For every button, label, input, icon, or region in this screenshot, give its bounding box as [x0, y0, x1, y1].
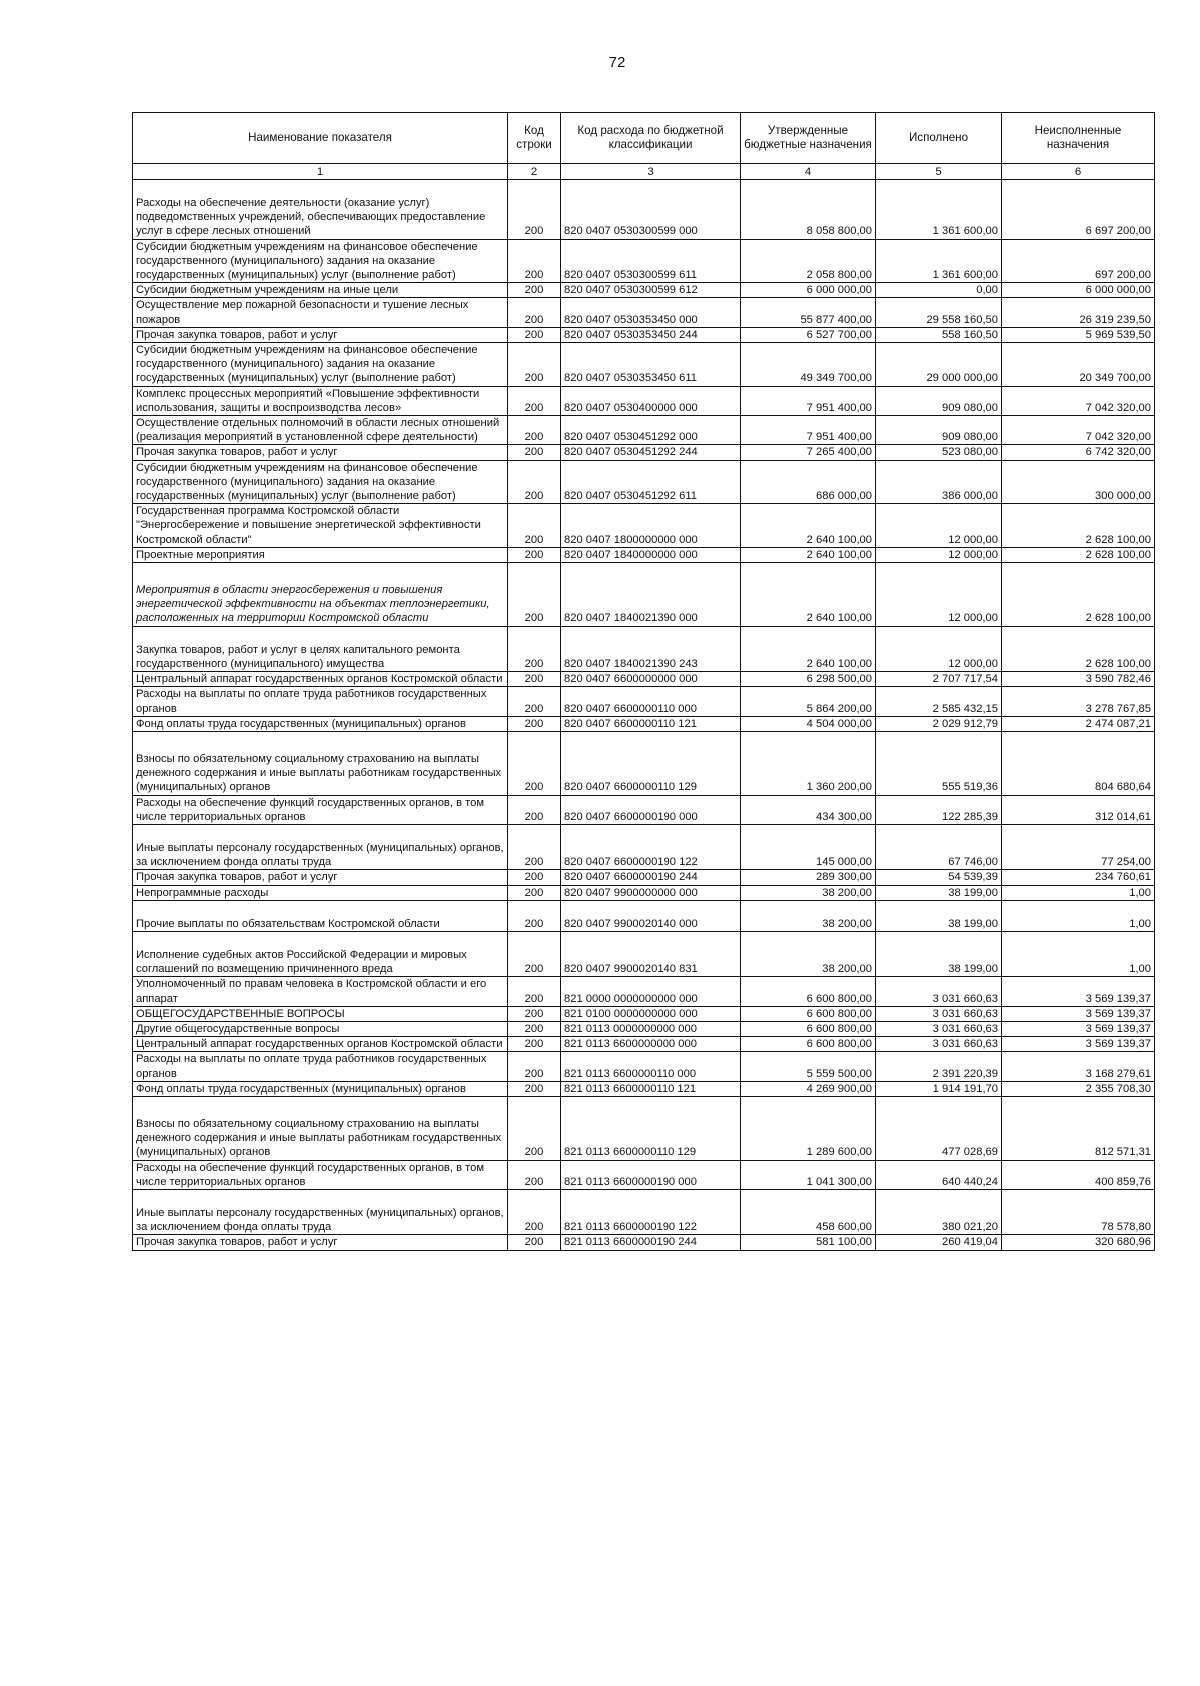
budget-code-cell: 820 0407 0530451292 611 — [561, 460, 741, 504]
unexecuted-amount-cell: 812 571,31 — [1002, 1096, 1155, 1160]
table-row — [133, 1189, 1155, 1234]
table-row — [133, 885, 1155, 900]
budget-execution-table — [132, 112, 1155, 1251]
table-row — [133, 180, 1155, 240]
line-code-cell: 200 — [508, 824, 561, 869]
table-row — [133, 1021, 1155, 1036]
executed-amount-cell: 640 440,24 — [876, 1160, 1002, 1189]
table-row — [133, 1037, 1155, 1052]
executed-amount-cell: 0,00 — [876, 283, 1002, 298]
line-code-cell: 200 — [508, 1006, 561, 1021]
approved-amount-cell: 7 951 400,00 — [741, 386, 876, 415]
table-row — [133, 1081, 1155, 1096]
budget-code-cell: 820 0407 1840000000 000 — [561, 547, 741, 562]
executed-amount-cell: 558 160,50 — [876, 327, 1002, 342]
budget-code-cell: 821 0113 6600000190 244 — [561, 1235, 741, 1250]
approved-amount-cell: 6 600 800,00 — [741, 977, 876, 1006]
table-row — [133, 687, 1155, 716]
executed-amount-cell: 12 000,00 — [876, 547, 1002, 562]
budget-code-cell: 820 0407 6600000190 244 — [561, 870, 741, 885]
unexecuted-amount-cell: 5 969 539,50 — [1002, 327, 1155, 342]
approved-amount-cell: 6 000 000,00 — [741, 283, 876, 298]
indicator-name-cell: Комплекс процессных мероприятий «Повышение эффективности использования, защиты и воспроизводства лесов» — [133, 386, 508, 415]
approved-amount-cell: 6 600 800,00 — [741, 1006, 876, 1021]
indicator-name-cell: Расходы на обеспечение функций государственных органов, в том числе территориальных органов — [133, 1160, 508, 1189]
line-code-cell: 200 — [508, 1189, 561, 1234]
budget-code-cell: 820 0407 6600000000 000 — [561, 672, 741, 687]
approved-amount-cell: 1 289 600,00 — [741, 1096, 876, 1160]
executed-amount-cell: 2 707 717,54 — [876, 672, 1002, 687]
indicator-name-cell: Прочие выплаты по обязательствам Костромской области — [133, 900, 508, 931]
column-number: 4 — [741, 164, 876, 180]
indicator-name-cell: Центральный аппарат государственных органов Костромской области — [133, 1037, 508, 1052]
approved-amount-cell: 2 640 100,00 — [741, 563, 876, 627]
line-code-cell: 200 — [508, 298, 561, 327]
approved-amount-cell: 6 298 500,00 — [741, 672, 876, 687]
line-code-cell: 200 — [508, 1021, 561, 1036]
column-number-row — [133, 164, 1155, 180]
table-row — [133, 716, 1155, 731]
line-code-cell: 200 — [508, 900, 561, 931]
executed-amount-cell: 29 558 160,50 — [876, 298, 1002, 327]
approved-amount-cell: 5 864 200,00 — [741, 687, 876, 716]
executed-amount-cell: 12 000,00 — [876, 626, 1002, 671]
executed-amount-cell: 54 539,39 — [876, 870, 1002, 885]
budget-code-cell: 820 0407 9900020140 000 — [561, 900, 741, 931]
indicator-name-cell: Центральный аппарат государственных органов Костромской области — [133, 672, 508, 687]
budget-code-cell: 821 0113 0000000000 000 — [561, 1021, 741, 1036]
unexecuted-amount-cell: 300 000,00 — [1002, 460, 1155, 504]
budget-code-cell: 820 0407 9900000000 000 — [561, 885, 741, 900]
line-code-cell: 200 — [508, 180, 561, 240]
approved-amount-cell: 289 300,00 — [741, 870, 876, 885]
line-code-cell: 200 — [508, 795, 561, 824]
unexecuted-amount-cell: 3 569 139,37 — [1002, 977, 1155, 1006]
approved-amount-cell: 686 000,00 — [741, 460, 876, 504]
table-row — [133, 239, 1155, 283]
column-number: 3 — [561, 164, 741, 180]
table-row — [133, 795, 1155, 824]
table-row — [133, 343, 1155, 387]
unexecuted-amount-cell: 804 680,64 — [1002, 731, 1155, 795]
line-code-cell: 200 — [508, 239, 561, 283]
unexecuted-amount-cell: 697 200,00 — [1002, 239, 1155, 283]
executed-amount-cell: 122 285,39 — [876, 795, 1002, 824]
approved-amount-cell: 2 640 100,00 — [741, 504, 876, 548]
budget-code-cell: 821 0113 6600000110 129 — [561, 1096, 741, 1160]
unexecuted-amount-cell: 2 355 708,30 — [1002, 1081, 1155, 1096]
table-row — [133, 283, 1155, 298]
line-code-cell: 200 — [508, 460, 561, 504]
budget-code-cell: 820 0407 9900020140 831 — [561, 931, 741, 976]
unexecuted-amount-cell: 312 014,61 — [1002, 795, 1155, 824]
executed-amount-cell: 29 000 000,00 — [876, 343, 1002, 387]
unexecuted-amount-cell: 3 278 767,85 — [1002, 687, 1155, 716]
executed-amount-cell: 3 031 660,63 — [876, 1021, 1002, 1036]
approved-amount-cell: 7 951 400,00 — [741, 416, 876, 445]
unexecuted-amount-cell: 2 628 100,00 — [1002, 563, 1155, 627]
unexecuted-amount-cell: 6 697 200,00 — [1002, 180, 1155, 240]
approved-amount-cell: 145 000,00 — [741, 824, 876, 869]
unexecuted-amount-cell: 1,00 — [1002, 900, 1155, 931]
line-code-cell: 200 — [508, 327, 561, 342]
executed-amount-cell: 2 029 912,79 — [876, 716, 1002, 731]
header-indicator-name: Наименование показателя — [133, 113, 508, 164]
indicator-name-cell: Непрограммные расходы — [133, 885, 508, 900]
executed-amount-cell: 2 391 220,39 — [876, 1052, 1002, 1081]
budget-code-cell: 821 0100 0000000000 000 — [561, 1006, 741, 1021]
unexecuted-amount-cell: 26 319 239,50 — [1002, 298, 1155, 327]
table-row — [133, 1160, 1155, 1189]
indicator-name-cell: Субсидии бюджетным учреждениям на финансовое обеспечение государственного (муниципального) задания на оказание государственных (муниципальных) услуг (выполнение работ) — [133, 343, 508, 387]
approved-amount-cell: 4 269 900,00 — [741, 1081, 876, 1096]
approved-amount-cell: 458 600,00 — [741, 1189, 876, 1234]
approved-amount-cell: 55 877 400,00 — [741, 298, 876, 327]
unexecuted-amount-cell: 78 578,80 — [1002, 1189, 1155, 1234]
table-row — [133, 504, 1155, 548]
executed-amount-cell: 909 080,00 — [876, 386, 1002, 415]
unexecuted-amount-cell: 400 859,76 — [1002, 1160, 1155, 1189]
table-header-row — [133, 113, 1155, 164]
unexecuted-amount-cell: 20 349 700,00 — [1002, 343, 1155, 387]
approved-amount-cell: 38 200,00 — [741, 931, 876, 976]
table-row — [133, 1096, 1155, 1160]
column-number: 6 — [1002, 164, 1155, 180]
budget-code-cell: 820 0407 0530300599 612 — [561, 283, 741, 298]
unexecuted-amount-cell: 3 168 279,61 — [1002, 1052, 1155, 1081]
line-code-cell: 200 — [508, 547, 561, 562]
indicator-name-cell: Расходы на обеспечение функций государственных органов, в том числе территориальных органов — [133, 795, 508, 824]
column-number: 1 — [133, 164, 508, 180]
table-row — [133, 298, 1155, 327]
line-code-cell: 200 — [508, 672, 561, 687]
column-number: 2 — [508, 164, 561, 180]
line-code-cell: 200 — [508, 731, 561, 795]
unexecuted-amount-cell: 6 742 320,00 — [1002, 445, 1155, 460]
executed-amount-cell: 1 914 191,70 — [876, 1081, 1002, 1096]
line-code-cell: 200 — [508, 416, 561, 445]
indicator-name-cell: Взносы по обязательному социальному страхованию на выплаты денежного содержания и иные выплаты работникам государственных (муниципальных) органов — [133, 731, 508, 795]
executed-amount-cell: 909 080,00 — [876, 416, 1002, 445]
unexecuted-amount-cell: 2 474 087,21 — [1002, 716, 1155, 731]
line-code-cell: 200 — [508, 870, 561, 885]
budget-code-cell: 820 0407 6600000190 000 — [561, 795, 741, 824]
indicator-name-cell: Иные выплаты персоналу государственных (муниципальных) органов, за исключением фонда оплаты труда — [133, 1189, 508, 1234]
executed-amount-cell: 523 080,00 — [876, 445, 1002, 460]
table-row — [133, 1006, 1155, 1021]
indicator-name-cell: Исполнение судебных актов Российской Федерации и мировых соглашений по возмещению причиненного вреда — [133, 931, 508, 976]
indicator-name-cell: Субсидии бюджетным учреждениям на иные цели — [133, 283, 508, 298]
approved-amount-cell: 2 640 100,00 — [741, 626, 876, 671]
table-row — [133, 731, 1155, 795]
indicator-name-cell: Прочая закупка товаров, работ и услуг — [133, 445, 508, 460]
approved-amount-cell: 4 504 000,00 — [741, 716, 876, 731]
header-executed: Исполнено — [876, 113, 1002, 164]
budget-code-cell: 821 0113 6600000110 121 — [561, 1081, 741, 1096]
indicator-name-cell: ОБЩЕГОСУДАРСТВЕННЫЕ ВОПРОСЫ — [133, 1006, 508, 1021]
line-code-cell: 200 — [508, 626, 561, 671]
unexecuted-amount-cell: 7 042 320,00 — [1002, 386, 1155, 415]
indicator-name-cell: Государственная программа Костромской области "Энергосбережение и повышение энергетической эффективности Костромской области" — [133, 504, 508, 548]
executed-amount-cell: 380 021,20 — [876, 1189, 1002, 1234]
table-row — [133, 460, 1155, 504]
approved-amount-cell: 7 265 400,00 — [741, 445, 876, 460]
executed-amount-cell: 1 361 600,00 — [876, 239, 1002, 283]
indicator-name-cell: Расходы на обеспечение деятельности (оказание услуг) подведомственных учреждений, обеспечивающих предоставление услуг в сфере лесных отношений — [133, 180, 508, 240]
line-code-cell: 200 — [508, 1037, 561, 1052]
executed-amount-cell: 38 199,00 — [876, 931, 1002, 976]
line-code-cell: 200 — [508, 1235, 561, 1250]
approved-amount-cell: 38 200,00 — [741, 885, 876, 900]
unexecuted-amount-cell: 234 760,61 — [1002, 870, 1155, 885]
header-approved: Утвержденные бюджетные назначения — [741, 113, 876, 164]
budget-code-cell: 820 0407 0530353450 000 — [561, 298, 741, 327]
header-line-code: Код строки — [508, 113, 561, 164]
executed-amount-cell: 3 031 660,63 — [876, 977, 1002, 1006]
budget-code-cell: 820 0407 1840021390 243 — [561, 626, 741, 671]
budget-code-cell: 820 0407 0530400000 000 — [561, 386, 741, 415]
executed-amount-cell: 12 000,00 — [876, 504, 1002, 548]
executed-amount-cell: 386 000,00 — [876, 460, 1002, 504]
budget-code-cell: 820 0407 0530300599 000 — [561, 180, 741, 240]
table-row — [133, 416, 1155, 445]
approved-amount-cell: 1 360 200,00 — [741, 731, 876, 795]
table-row — [133, 445, 1155, 460]
indicator-name-cell: Мероприятия в области энергосбережения и повышения энергетической эффективности на объектах теплоэнергетики, расположенных на территории Костромской области — [133, 563, 508, 627]
budget-code-cell: 820 0407 6600000110 129 — [561, 731, 741, 795]
table-row — [133, 824, 1155, 869]
executed-amount-cell: 1 361 600,00 — [876, 180, 1002, 240]
table-row — [133, 931, 1155, 976]
table-row — [133, 672, 1155, 687]
budget-code-cell: 821 0000 0000000000 000 — [561, 977, 741, 1006]
unexecuted-amount-cell: 1,00 — [1002, 931, 1155, 976]
budget-code-cell: 820 0407 0530451292 244 — [561, 445, 741, 460]
unexecuted-amount-cell: 2 628 100,00 — [1002, 626, 1155, 671]
indicator-name-cell: Расходы на выплаты по оплате труда работников государственных органов — [133, 1052, 508, 1081]
line-code-cell: 200 — [508, 1096, 561, 1160]
unexecuted-amount-cell: 77 254,00 — [1002, 824, 1155, 869]
approved-amount-cell: 2 058 800,00 — [741, 239, 876, 283]
line-code-cell: 200 — [508, 885, 561, 900]
indicator-name-cell: Прочая закупка товаров, работ и услуг — [133, 1235, 508, 1250]
line-code-cell: 200 — [508, 977, 561, 1006]
table-row — [133, 626, 1155, 671]
budget-code-cell: 820 0407 1800000000 000 — [561, 504, 741, 548]
indicator-name-cell: Проектные мероприятия — [133, 547, 508, 562]
line-code-cell: 200 — [508, 386, 561, 415]
indicator-name-cell: Субсидии бюджетным учреждениям на финансовое обеспечение государственного (муниципального) задания на оказание государственных (муниципальных) услуг (выполнение работ) — [133, 239, 508, 283]
column-number: 5 — [876, 164, 1002, 180]
executed-amount-cell: 38 199,00 — [876, 900, 1002, 931]
indicator-name-cell: Осуществление мер пожарной безопасности и тушение лесных пожаров — [133, 298, 508, 327]
table-row — [133, 1235, 1155, 1250]
unexecuted-amount-cell: 3 569 139,37 — [1002, 1006, 1155, 1021]
indicator-name-cell: Осуществление отдельных полномочий в области лесных отношений (реализация мероприятий в установленной сфере деятельности) — [133, 416, 508, 445]
indicator-name-cell: Фонд оплаты труда государственных (муниципальных) органов — [133, 716, 508, 731]
approved-amount-cell: 1 041 300,00 — [741, 1160, 876, 1189]
approved-amount-cell: 2 640 100,00 — [741, 547, 876, 562]
executed-amount-cell: 555 519,36 — [876, 731, 1002, 795]
budget-code-cell: 820 0407 6600000110 000 — [561, 687, 741, 716]
line-code-cell: 200 — [508, 445, 561, 460]
budget-code-cell: 821 0113 6600000000 000 — [561, 1037, 741, 1052]
approved-amount-cell: 6 600 800,00 — [741, 1037, 876, 1052]
line-code-cell: 200 — [508, 1081, 561, 1096]
indicator-name-cell: Субсидии бюджетным учреждениям на финансовое обеспечение государственного (муниципального) задания на оказание государственных (муниципальных) услуг (выполнение работ) — [133, 460, 508, 504]
table-row — [133, 870, 1155, 885]
budget-code-cell: 820 0407 0530451292 000 — [561, 416, 741, 445]
indicator-name-cell: Закупка товаров, работ и услуг в целях капитального ремонта государственного (муниципального) имущества — [133, 626, 508, 671]
approved-amount-cell: 8 058 800,00 — [741, 180, 876, 240]
indicator-name-cell: Прочая закупка товаров, работ и услуг — [133, 870, 508, 885]
executed-amount-cell: 477 028,69 — [876, 1096, 1002, 1160]
unexecuted-amount-cell: 3 569 139,37 — [1002, 1037, 1155, 1052]
indicator-name-cell: Взносы по обязательному социальному страхованию на выплаты денежного содержания и иные выплаты работникам государственных (муниципальных) органов — [133, 1096, 508, 1160]
table-row — [133, 1052, 1155, 1081]
budget-code-cell: 820 0407 0530300599 611 — [561, 239, 741, 283]
indicator-name-cell: Расходы на выплаты по оплате труда работников государственных органов — [133, 687, 508, 716]
budget-code-cell: 820 0407 0530353450 611 — [561, 343, 741, 387]
table-row — [133, 900, 1155, 931]
approved-amount-cell: 6 600 800,00 — [741, 1021, 876, 1036]
unexecuted-amount-cell: 320 680,96 — [1002, 1235, 1155, 1250]
table-row — [133, 327, 1155, 342]
executed-amount-cell: 3 031 660,63 — [876, 1006, 1002, 1021]
budget-code-cell: 820 0407 6600000110 121 — [561, 716, 741, 731]
table-row — [133, 977, 1155, 1006]
executed-amount-cell: 2 585 432,15 — [876, 687, 1002, 716]
executed-amount-cell: 3 031 660,63 — [876, 1037, 1002, 1052]
approved-amount-cell: 5 559 500,00 — [741, 1052, 876, 1081]
line-code-cell: 200 — [508, 931, 561, 976]
unexecuted-amount-cell: 1,00 — [1002, 885, 1155, 900]
unexecuted-amount-cell: 6 000 000,00 — [1002, 283, 1155, 298]
executed-amount-cell: 12 000,00 — [876, 563, 1002, 627]
approved-amount-cell: 581 100,00 — [741, 1235, 876, 1250]
unexecuted-amount-cell: 3 590 782,46 — [1002, 672, 1155, 687]
budget-code-cell: 820 0407 6600000190 122 — [561, 824, 741, 869]
budget-code-cell: 820 0407 1840021390 000 — [561, 563, 741, 627]
approved-amount-cell: 49 349 700,00 — [741, 343, 876, 387]
line-code-cell: 200 — [508, 283, 561, 298]
page-number: 72 — [608, 54, 626, 71]
table-body — [133, 180, 1155, 1251]
header-unexecuted: Неисполненные назначения — [1002, 113, 1155, 164]
budget-code-cell: 821 0113 6600000190 122 — [561, 1189, 741, 1234]
indicator-name-cell: Фонд оплаты труда государственных (муниципальных) органов — [133, 1081, 508, 1096]
indicator-name-cell: Иные выплаты персоналу государственных (муниципальных) органов, за исключением фонда оплаты труда — [133, 824, 508, 869]
budget-code-cell: 821 0113 6600000190 000 — [561, 1160, 741, 1189]
line-code-cell: 200 — [508, 687, 561, 716]
indicator-name-cell: Уполномоченный по правам человека в Костромской области и его аппарат — [133, 977, 508, 1006]
budget-code-cell: 821 0113 6600000110 000 — [561, 1052, 741, 1081]
approved-amount-cell: 434 300,00 — [741, 795, 876, 824]
unexecuted-amount-cell: 3 569 139,37 — [1002, 1021, 1155, 1036]
indicator-name-cell: Прочая закупка товаров, работ и услуг — [133, 327, 508, 342]
unexecuted-amount-cell: 2 628 100,00 — [1002, 504, 1155, 548]
unexecuted-amount-cell: 7 042 320,00 — [1002, 416, 1155, 445]
indicator-name-cell: Другие общегосударственные вопросы — [133, 1021, 508, 1036]
header-budget-code: Код расхода по бюджетной классификации — [561, 113, 741, 164]
approved-amount-cell: 38 200,00 — [741, 900, 876, 931]
table-row — [133, 547, 1155, 562]
executed-amount-cell: 38 199,00 — [876, 885, 1002, 900]
line-code-cell: 200 — [508, 343, 561, 387]
budget-code-cell: 820 0407 0530353450 244 — [561, 327, 741, 342]
executed-amount-cell: 67 746,00 — [876, 824, 1002, 869]
line-code-cell: 200 — [508, 716, 561, 731]
line-code-cell: 200 — [508, 1052, 561, 1081]
table-row — [133, 563, 1155, 627]
line-code-cell: 200 — [508, 1160, 561, 1189]
unexecuted-amount-cell: 2 628 100,00 — [1002, 547, 1155, 562]
line-code-cell: 200 — [508, 504, 561, 548]
table-row — [133, 386, 1155, 415]
line-code-cell: 200 — [508, 563, 561, 627]
approved-amount-cell: 6 527 700,00 — [741, 327, 876, 342]
executed-amount-cell: 260 419,04 — [876, 1235, 1002, 1250]
